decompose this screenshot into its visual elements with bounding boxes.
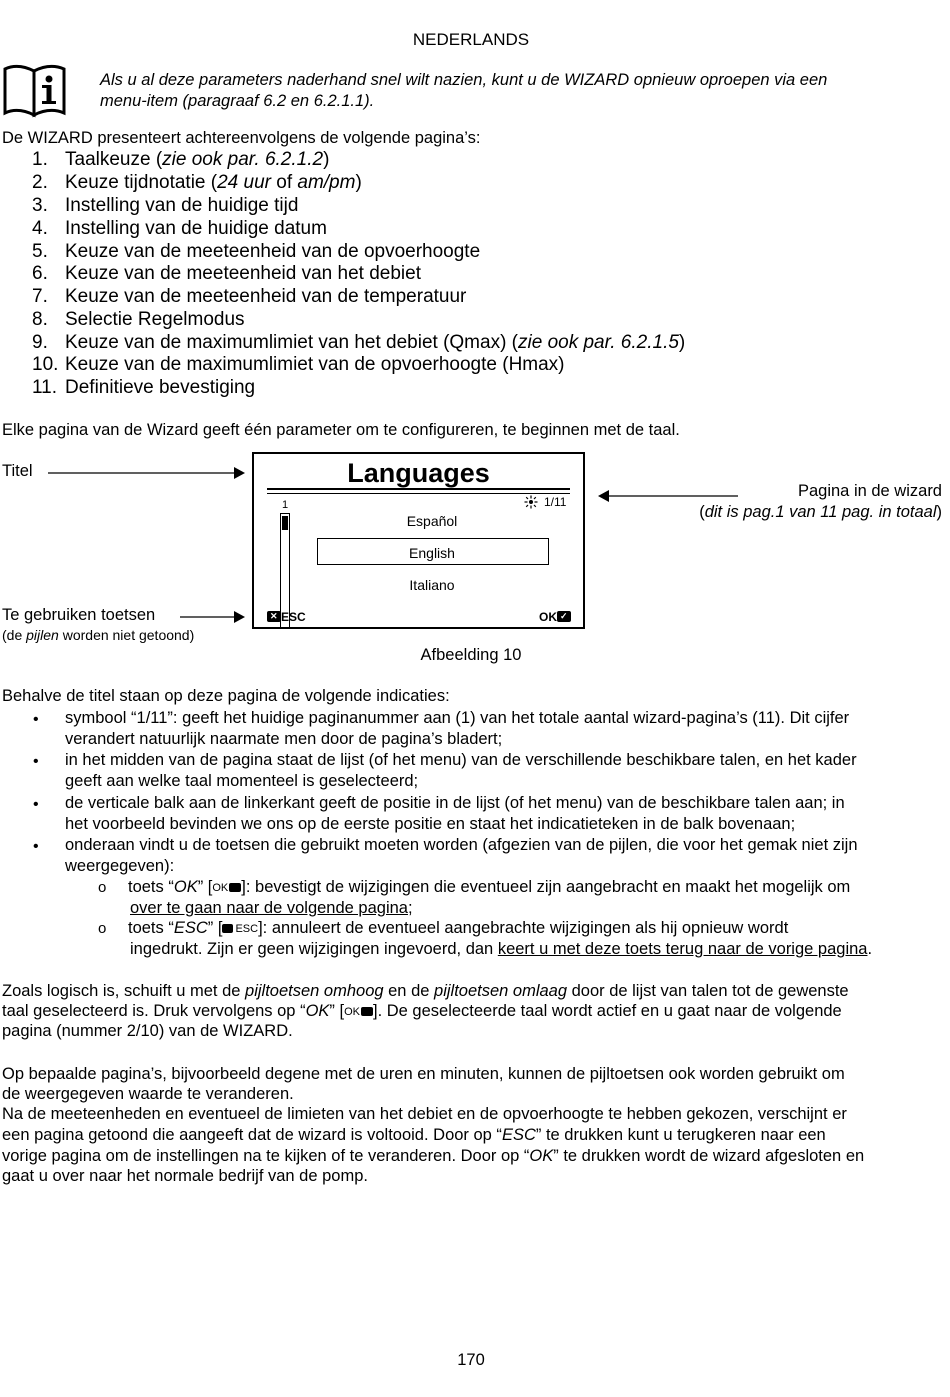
bullet-3-line-2: het voorbeeld bevinden we ons op de eerste positie en staat het indicatieteken in de balk bovenaan; <box>65 815 796 833</box>
info-book-icon <box>2 63 68 118</box>
label-title: Titel <box>2 462 33 480</box>
label-keys: Te gebruiken toetsen <box>2 606 156 624</box>
step-item: Keuze van de meeteenheid van de opvoerhoogte <box>65 241 481 262</box>
page-counter: 1/11 <box>544 495 567 509</box>
step-item: Instelling van de huidige datum <box>65 218 327 239</box>
intro-text: De WIZARD presenteert achtereenvolgens de volgende pagina’s: <box>2 129 481 147</box>
step-item: Definitieve bevestiging <box>65 377 256 398</box>
sub-bullet-esc-line-2: ingedrukt. Zijn er geen wijzigingen ingevoerd, dan keert u met deze toets terug naar de vorige pagina. <box>130 940 873 958</box>
step-item: Keuze van de maximumlimiet van het debiet (Qmax) (zie ook par. 6.2.1.5) <box>65 332 686 353</box>
bullet-icon: • <box>33 753 39 770</box>
title-underline <box>267 488 570 490</box>
sub-bullet-icon: o <box>98 920 107 937</box>
step-item: Instelling van de huidige tijd <box>65 195 299 216</box>
language-option[interactable]: Italiano <box>409 577 455 593</box>
bullet-1-line-2: verandert natuurlijk naarmate men door de pagina’s bladert; <box>65 730 503 748</box>
ok-key[interactable]: OK✓ <box>539 610 571 624</box>
ok-key-label: OK <box>344 1006 360 1018</box>
step-number: 1. <box>32 149 48 170</box>
sun-icon <box>524 495 538 509</box>
step-number: 2. <box>32 172 48 193</box>
esc-key[interactable]: ✕ESC <box>267 610 306 624</box>
confirm-icon <box>557 611 571 622</box>
label-page: Pagina in de wizard <box>797 482 942 500</box>
para-after-line-2: een pagina getoond die aangeeft dat de wizard is voltooid. Door op “ESC” te drukken kunt u terugkeren naar een <box>2 1126 826 1144</box>
figure-caption: Afbeelding 10 <box>420 646 522 664</box>
page-number: 170 <box>457 1351 485 1369</box>
para-besides: Behalve de titel staan op deze pagina de volgende indicaties: <box>2 687 450 705</box>
step-number: 4. <box>32 218 48 239</box>
step-item: Keuze van de meeteenheid van het debiet <box>65 263 421 284</box>
bullet-4-line-1: onderaan vindt u de toetsen die gebruikt moeten worden (afgezien van de pijlen, die voor het gemak niet zijn <box>65 836 858 854</box>
step-number: 8. <box>32 309 48 330</box>
arrow-right-icon <box>48 466 246 480</box>
para-after-line-1: Na de meeteenheden en eventueel de limieten van het debiet en de opvoerhoogte te hebben gekozen, verschijnt er <box>2 1105 847 1123</box>
para-logic-line-3: pagina (nummer 2/10) van de WIZARD. <box>2 1022 293 1040</box>
arrow-right-icon <box>180 610 246 624</box>
para-logic-line-2: taal geselecteerd is. Druk vervolgens op “OK” [OK ]. De geselecteerde taal wordt actief en u gaat naar de volgende <box>2 1001 842 1023</box>
page-header: NEDERLANDS <box>412 30 530 49</box>
note-line-2: menu-item (paragraaf 6.2 en 6.2.1.1). <box>100 92 375 110</box>
para-after-line-4: gaat u over naar het normale bedrijf van de pomp. <box>2 1167 368 1185</box>
step-number: 7. <box>32 286 48 307</box>
step-number: 11. <box>32 377 58 398</box>
sub-bullet-ok-line-2: over te gaan naar de volgende pagina; <box>130 899 413 917</box>
para-certain-line-1: Op bepaalde pagina’s, bijvoorbeeld degene met de uren en minuten, kunnen de pijltoetsen ook worden gebruikt om <box>2 1065 845 1083</box>
ok-key-label: OK <box>212 882 229 894</box>
label-keys-note: (de pijlen worden niet getoond) <box>2 627 195 643</box>
bullet-1-line-1: symbool “1/11”: geeft het huidige paginanummer aan (1) van het totale aantal wizard-pagina’s (11). Dit cijfer <box>65 709 850 727</box>
cancel-icon <box>267 611 281 622</box>
wizard-screen <box>252 452 585 629</box>
step-number: 9. <box>32 332 48 353</box>
step-item: Keuze tijdnotatie (24 uur of am/pm) <box>65 172 362 193</box>
esc-key-label: ESC <box>235 923 259 935</box>
bullet-2-line-1: in het midden van de pagina staat de lijst (of het menu) van de verschillende beschikbare talen, en het kader <box>65 751 857 769</box>
para-logic-line-1: Zoals logisch is, schuift u met de pijltoetsen omhoog en de pijltoetsen omlaag door de lijst van talen tot de gewenste <box>2 982 849 1000</box>
step-number: 5. <box>32 241 48 262</box>
step-number: 6. <box>32 263 48 284</box>
sub-bullet-icon: o <box>98 879 107 896</box>
language-option-selected[interactable]: English <box>409 545 455 561</box>
language-option[interactable]: Español <box>406 513 458 529</box>
ok-arrow-icon <box>229 883 241 892</box>
step-item: Keuze van de meeteenheid van de temperatuur <box>65 286 467 307</box>
step-item: Taalkeuze (zie ook par. 6.2.1.2) <box>65 149 330 170</box>
bullet-2-line-2: geeft aan welke taal momenteel is geselecteerd; <box>65 772 419 790</box>
note-line-1: Als u al deze parameters naderhand snel wilt nazien, kunt u de WIZARD opnieuw oproepen via een <box>100 71 828 89</box>
bullet-icon: • <box>33 711 39 728</box>
bullet-icon: • <box>33 796 39 813</box>
bullet-3-line-1: de verticale balk aan de linkerkant geeft de positie in de lijst (of het menu) van de beschikbare talen aan; in <box>65 794 845 812</box>
title-underline-thin <box>267 493 570 494</box>
sub-bullet-ok-line-1: toets “OK” [OK ]: bevestigt de wijzigingen die eventueel zijn aangebracht en maakt het mogelijk om <box>128 877 850 899</box>
bullet-4-line-2: weergegeven): <box>65 857 175 875</box>
para-after-line-3: vorige pagina om de instellingen na te kijken of te veranderen. Door op “OK” te drukken wordt de wizard afgesloten en <box>2 1147 865 1165</box>
bullet-icon: • <box>33 838 39 855</box>
sub-bullet-esc-line-1: toets “ESC” [ ESC]: annuleert de eventueel aangebrachte wijzigingen als hij opnieuw wordt <box>128 918 788 940</box>
ok-arrow-icon <box>361 1007 373 1016</box>
step-item: Keuze van de maximumlimiet van de opvoerhoogte (Hmax) <box>65 354 565 375</box>
list-position: 1 <box>282 499 289 511</box>
step-item: Selectie Regelmodus <box>65 309 245 330</box>
screen-title: Languages <box>347 458 490 488</box>
step-number: 3. <box>32 195 48 216</box>
label-page-note: (dit is pag.1 van 11 pag. in totaal) <box>699 503 942 521</box>
step-number: 10. <box>32 354 59 375</box>
esc-x-icon <box>222 924 233 933</box>
arrow-left-icon <box>597 489 739 503</box>
para-certain-line-2: de weergegeven waarde te veranderen. <box>2 1085 294 1103</box>
para-each-page: Elke pagina van de Wizard geeft één parameter om te configureren, te beginnen met de taal. <box>2 421 680 439</box>
